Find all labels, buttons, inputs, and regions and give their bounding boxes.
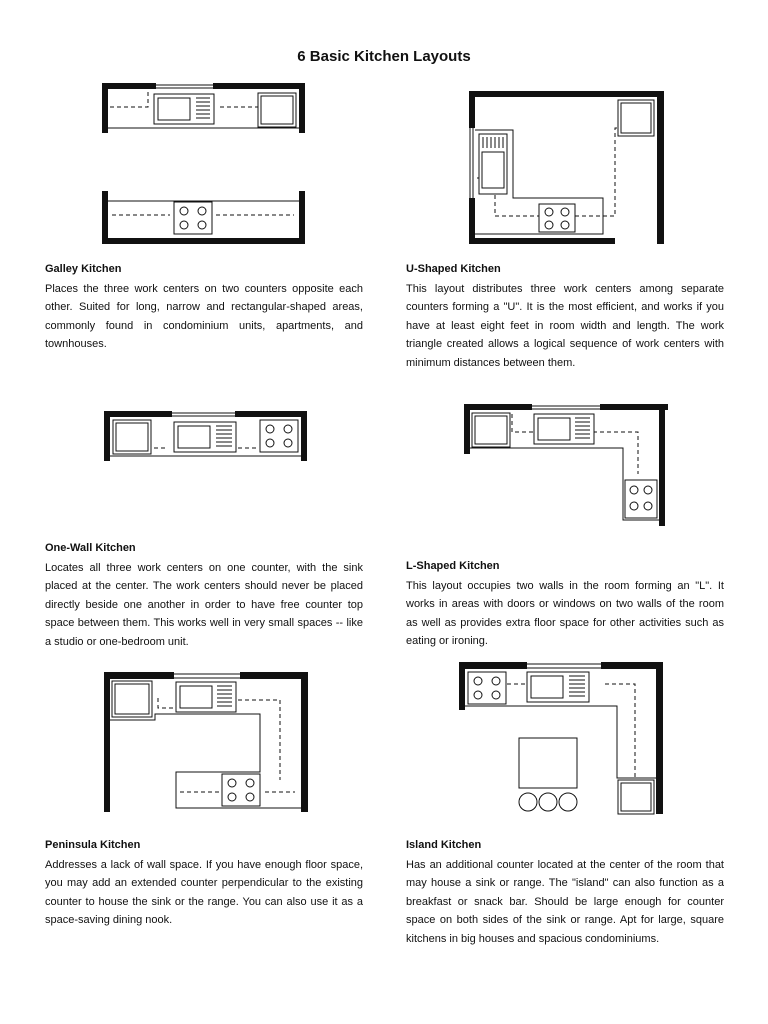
refrigerator-icon: [472, 413, 510, 447]
layout-heading: L-Shaped Kitchen: [406, 560, 500, 572]
range-icon: [260, 420, 298, 452]
layout-description: This layout occupies two walls in the room forming an "L". It works in areas with doors or windows on two walls of the room as well as provides extra floor space for other activities such as eating or ironing.: [406, 580, 724, 648]
refrigerator-icon: [113, 420, 151, 454]
layout-island: [406, 838, 724, 948]
refrigerator-icon: [258, 93, 296, 127]
layout-description: Locates all three work centers on one counter, with the sink placed at the center. The work centers should never be placed directly beside one another in order to have free counter top space between them. This works well in very small spaces -- like a studio or one-bedroom unit.: [45, 562, 363, 648]
range-icon: [625, 480, 657, 518]
range-icon: [222, 774, 260, 806]
one-wall-kitchen-diagram: [102, 408, 312, 464]
page-title: 6 Basic Kitchen Layouts: [297, 48, 471, 65]
refrigerator-icon: [112, 681, 152, 717]
l-shaped-kitchen-diagram: [460, 402, 670, 530]
layout-description: Places the three work centers on two counters opposite each other. Suited for long, narrow and rectangular-shaped areas, commonly found in condominium units, apartments, and townhouses.: [45, 283, 363, 351]
island-counter: [519, 738, 577, 788]
refrigerator-icon: [618, 780, 654, 814]
layout-heading: Peninsula Kitchen: [45, 839, 141, 851]
peninsula-kitchen-diagram: [100, 670, 310, 822]
layout-description: Has an additional counter located at the center of the room that may house a sink or range. The "island" can also function as a breakfast or snack bar. Should be large enough for counter space on both sides of the sink or range. Apt for large, square kitchens in big houses and spacious condominiums.: [406, 859, 724, 945]
galley-kitchen-diagram: [100, 80, 310, 250]
refrigerator-icon: [618, 100, 654, 136]
sink-icon: [534, 414, 594, 444]
stools-icon: [519, 793, 577, 811]
sink-icon: [154, 94, 214, 124]
layout-peninsula: [45, 838, 363, 930]
range-icon: [468, 672, 506, 704]
sink-icon: [176, 682, 236, 712]
layout-heading: Island Kitchen: [406, 839, 482, 851]
island-kitchen-diagram: [455, 660, 665, 818]
layout-description: Addresses a lack of wall space. If you have enough floor space, you may add an extended counter perpendicular to the existing counter to house the sink or the range. You can also use it as a space-saving dining nook.: [45, 859, 363, 927]
layout-u-shaped: [406, 262, 724, 372]
layout-heading: U-Shaped Kitchen: [406, 263, 501, 275]
layout-heading: One-Wall Kitchen: [45, 542, 136, 554]
u-shaped-kitchen-diagram: [465, 88, 670, 248]
layout-l-shaped: [406, 559, 724, 651]
layout-heading: Galley Kitchen: [45, 263, 122, 275]
layout-galley: [45, 262, 363, 354]
layout-description: This layout distributes three work centers among separate counters forming a "U". It is the most efficient, and works if you have at least eight feet in room width and length. The work triangle created allows a logical sequence of work centers with minimum distances between them.: [406, 283, 724, 369]
range-icon: [539, 204, 575, 232]
range-icon: [174, 202, 212, 234]
layout-one-wall: [45, 541, 363, 651]
sink-icon: [174, 422, 236, 452]
sink-icon: [527, 672, 589, 702]
sink-icon: [479, 134, 507, 194]
